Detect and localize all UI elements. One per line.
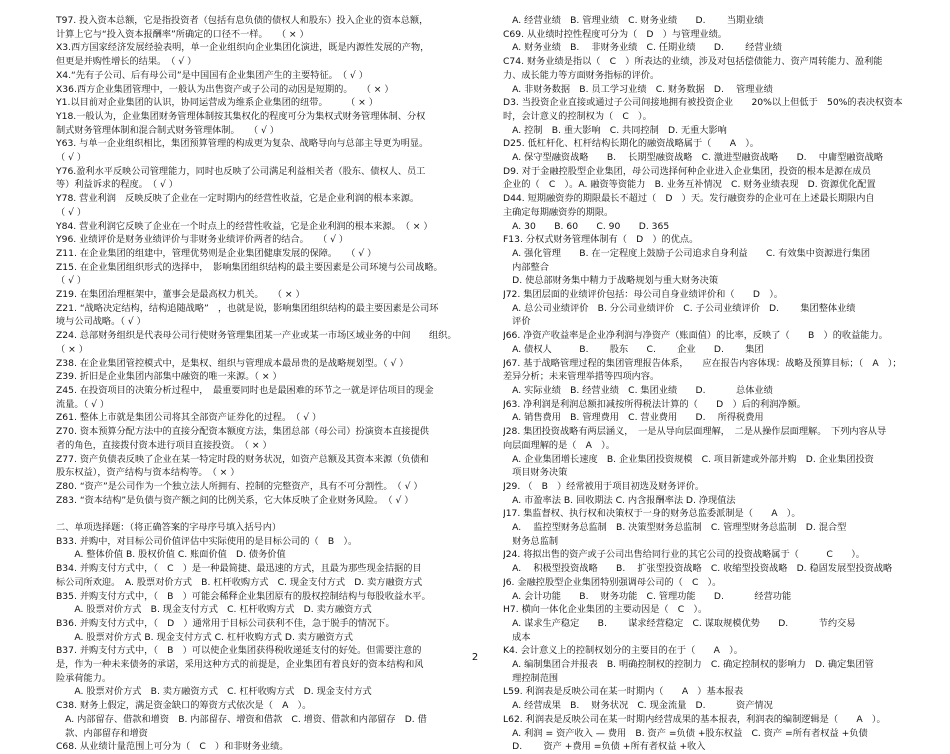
text-line: 者的角色，直接拨付资本进行项目直接投资。 （ × ） [56,439,272,451]
text-line: 险承荷能力。 [56,672,112,684]
text-line: C69. 从业绩时控性程度可分为（ D ）与管理业绩。 [503,28,727,40]
text-line: J28. 集团投资战略有两层涵义， 一是从导向层面理解， 二是从操作层面理解。 下列内容从导 [503,426,887,438]
text-line: X36.西方企业集团管理中，一般认为出售资产或子公司的动因是短期的。 （ × ） [56,83,394,95]
text-line: F13. 分权式财务管理体制有（ D ）的优点。 [503,234,699,246]
text-line: Y84. 营业利润它反映了企业在一个时点上的经营性收益，它是企业利润的根本来源。 （ × ） [56,220,433,232]
text-line: A. 非财务数据 B. 员工学习业绩 C. 财务数据 D. 管理业绩 [503,83,773,95]
text-line: 款、内部留存和增资 [56,727,148,739]
text-line: A. 实际业绩 B. 经营业绩 C. 集团业绩 D. 总体业绩 [503,384,773,396]
text-line: （ × ） [56,343,88,355]
text-line: Z11. 在企业集团的组建中，管理优势则是企业集团健康发展的保障。 （ √ ） [56,247,377,259]
text-line: L59. 利润表是反映公司在某一时期内（ A ）基本报表 [503,686,744,698]
text-line: A. 企业集团增长速度 B. 企业集团投资规模 C. 项目新建或外部并购 D. 企业集团投资 [503,453,874,465]
text-line: A. 30 B. 60 C. 90 D. 365 [503,220,670,232]
text-line: Y78. 营业利润 反映反映了企业在一定时期内的经营性收益，它是企业利润的根本来源。 [56,193,420,205]
text-line: 理控制范围 [503,672,559,684]
text-line: C74. 财务业绩是指以（ C ）所表达的业绩，涉及对包括偿债能力、资产周转能力、盈利能 [503,56,883,68]
text-line: Z61. 整体上市就是集团公司将其全部资产证券化的过程。 （ √ ） [56,412,322,424]
text-line: 内部整合 [503,261,549,273]
text-line: 计算上它与“投入资本报酬率”所确定的口径不一样。 （ × ） [56,28,309,40]
text-line: Y96. 业绩评价是财务业绩评价与非财务业绩评价两者的结合。 （ √ ） [56,234,349,246]
text-line: Y63. 与单一企业组织相比，集团预算管理的构成更为复杂、战略导向与总部主导更为明显。 [56,138,429,150]
text-line: A. 市盈率法 B. 回收期法 C. 内含报酬率法 D. 净现值法 [503,494,736,506]
text-line: （ √ ） [56,152,87,164]
page-number: 2 [471,652,479,663]
left-column [56,14,476,754]
text-line: J66. 净资产收益率是企业净利润与净资产（账面值）的比率，反映了（ B ）的收益能力。 [503,330,888,342]
text-line: Z38. 在企业集团管控模式中，是集权、组织与管理成本最昂贵的是战略规划型。（ √ ） [56,357,409,369]
text-line: 标公司所欢迎。 A. 股票对价方式 B. 杠杆收购方式 C. 现金支付方式 D. 卖方融资方式 [56,576,423,588]
text-line: K4. 会计意义上的控制权划分的主要目的在于（ A ）。 [503,645,743,657]
text-line: A. 销售费用 B. 管理费用 C. 营业费用 D. 所得税费用 [503,412,764,424]
text-line: （ √ ） [56,275,87,287]
text-line: A. 编制集团合并报表 B. 明确控制权的控制力 C. 确定控制权的影响力 D. 确定集团管 [503,659,874,671]
text-line: A. 监控型财务总监制 B. 决策型财务总监制 C. 管理型财务总监制 D. 混合型 [503,522,847,534]
text-line: D3. 当投资企业直接或通过子公司间接地拥有被投资企业 20%以上但低于 50%的表决权资本 [503,97,903,109]
text-line: 时，会计意义的控制权为（ C ）。 [503,110,652,122]
text-line: D44. 短期融资券的期限最长不超过（ D ）天。发行融资券的企业可在上述最长期限内自 [503,193,875,205]
right-column [503,14,903,754]
text-line: Z24. 总部财务组织是代表母公司行使财务管理集团某一产业或某一市场区域业务的中间 组织。 [56,330,457,342]
text-line: Y76.盈利水平反映公司管理能力，同时也反映了公司满足利益相关者（股东、债权人、员工 [56,165,426,177]
text-line: L62. 利润表是反映公司在某一时期内经营成果的基本报表，利润表的编制逻辑是（ A ）。 [503,713,886,725]
text-line: J6. 金融控股型企业集团特别强调母公司的（ C ）。 [503,576,722,588]
text-line: A. 股票对价方式 B. 现金支付方式 C. 杠杆收购方式 D. 卖方融资方式 [56,604,372,616]
text-line: B33. 并购中，对目标公司价值评估中实际使用的是目标公司的（ B ）。 [56,535,358,547]
text-line: Y1.以目前对企业集团的认识，协同运营成为维系企业集团的纽带。 （ × ） [56,97,378,109]
text-line: 力、成长能力等方面财务指标的评价。 [503,69,660,81]
text-line: A. 经营成果 B. 财务状况 C. 现金流量 D. 资产情况 [503,700,773,712]
text-line: X3.西方国家经济发展经验表明，单一企业组织向企业集团化演进，既是内源性发展的产物， [56,42,430,54]
text-line: D9. 对于金融控股型企业集团，母公司选择何种企业进入企业集团，投资的根本是源在成员 [503,165,871,177]
text-line: 等）利益诉求的程度。 （ √ ） [56,179,178,191]
text-line: 股东权益），资产结构与资本结构等。 （ × ） [56,467,240,479]
text-line: 是，作为一种未来债务的承诺，采用这种方式的前提是，企业集团有着良好的资本结构和风 [56,659,424,671]
text-line: 向层面理解的是（ A ）。 [503,439,615,451]
text-line: Z83. “资本结构”是负债与资产额之间的比例关系，它大体反映了企业财务风险。 （ √ ） [56,494,414,506]
text-line: J24. 将拟出售的资产或子公司出售给同行业的其它公司的投资战略属于（ C ）。 [503,549,865,561]
text-line: 二、单项选择题：（将正确答案的字母序号填入括号内） [56,522,282,534]
text-line: J63. 净利润是利润总额扣减按所得税法计算的（ D ）后的利润净额。 [503,398,806,410]
text-line: J67. 基于战略管理过程的集团管理报告体系， 应在报告内容体现：战略及预算目标；（ A ）； [503,357,902,369]
text-line: D25. 低杠杆化、杠杆结构长期化的融资战略属于（ A ）。 [503,138,759,150]
text-line: Z80. “资产”是公司作为一个独立法人所拥有、控制的完整资产，具有不可分割性。 （ √ ） [56,480,423,492]
text-line: A. 利润 = 资产收入 — 费用 B. 资产 =负债 +股东权益 C. 资产 =所有者权益 +负债 [503,727,868,739]
text-line: 企业的（ C ）。A. 融资等资能力 B. 业务互补情况 C. 财务业绩表现 D. 资源优化配置 [503,179,876,191]
text-line: C68. 从业绩计量范围上可分为（ C ）和非财务业绩。 [56,741,289,753]
text-line: A. 控制 B. 重大影响 C. 共同控制 D. 无重大影响 [503,124,727,136]
text-line: Z15. 在企业集团组织形式的选择中， 影响集团组织结构的最主要因素是公司环境与公司战略。 [56,261,443,273]
text-line: T97. 投入资本总额，它是指投资者（包括有息负债的债权人和股东）投入企业的资本总额， [56,15,429,26]
text-line: B35. 并购支付方式中，（ B ）可能会稀释企业集团原有的股权控制结构与每股收益水平。 [56,590,431,602]
text-line: 制式财务管理体制和混合制式财务管理体制。 （ √ ） [56,124,279,136]
text-line: 成本 [503,631,531,643]
text-line: H7. 横向一体化企业集团的主要动因是（ C ）。 [503,604,708,616]
text-line: 流量。（ √ ） [56,398,110,410]
text-line: C38. 财务上假定，满足资金缺口的筹资方式依次是（ A ）。 [56,700,312,712]
text-line: Z21. “战略决定结构，结构追随战略” ，也就是说，影响集团组织结构的最主要因素是公司环 [56,302,439,314]
text-line: A. 股票对价方式 B. 现金支付方式 C. 杠杆收购方式 D. 卖方融资方式 [56,631,353,643]
text-line: 评价 [503,316,531,328]
text-line: Z19. 在集团治理框架中，董事会是最高权力机关。 （ × ） [56,289,305,301]
text-line: J17. 集监督权、执行权和决策权于一身的财务总监委派制是（ A ）。 [503,508,801,520]
text-line [56,507,476,521]
text-line: B34. 并购支付方式中，（ C ）是一种最简捷、最迅速的方式，且最为那些现金拮据的目 [56,563,422,575]
text-line: （ √ ） [56,206,87,218]
text-line: Z77. 资产负债表反映了企业在某一特定时段的财务状况，如资产总额及其资本来源（负债和 [56,453,429,465]
text-line: A. 积极型投资战略 B. 扩张型投资战略 C. 收缩型投资战略 D. 稳固发展型投资战略 [503,563,893,575]
text-line: B37. 并购支付方式中，（ B ）可以使企业集团获得税收递延支付的好处。但需要注意的 [56,645,422,657]
text-line: A. 财务业绩 B. 非财务业绩 C. 任期业绩 D. 经营业绩 [503,42,782,54]
text-line: A. 整体价值 B. 股权价值 C. 账面价值 D. 债务价值 [56,549,286,561]
text-line: Z39. 折旧是企业集团内部集中融资的唯一来源。（ × ） [56,371,282,383]
text-line: 项目财务决策 [503,467,568,479]
text-line: A. 经营业绩 B. 管理业绩 C. 财务业绩 D. 当期业绩 [503,15,764,26]
text-line: A. 会计功能 B. 财务功能 C. 管理功能 D. 经营功能 [503,590,792,602]
text-line: 但更是并购性增长的结果。 （ √ ） [56,56,197,68]
text-line: 财务总监制 [503,535,559,547]
text-line: Z45. 在投资项目的决策分析过程中， 最重要同时也是最困难的环节之一就是评估项目的现金 [56,384,434,396]
text-line: A. 股票对价方式 B. 卖方融资方式 C. 杠杆收购方式 D. 现金支付方式 [56,686,372,698]
text-line: A. 强化管理 B. 在一定程度上鼓励子公司追求自身利益 C. 有效集中资源进行集团 [503,247,871,259]
text-line: Y18.一般认为，企业集团财务管理体制按其集权化的程度可分为集权式财务管理体制、分权 [56,110,426,122]
text-line: A. 谋求生产稳定 B. 谋求经营稳定 C. 谋取规模优势 D. 节约交易 [503,617,856,629]
text-line: A. 总公司业绩评价 B. 分公司业绩评价 C. 子公司业绩评价 D. 集团整体业绩 [503,302,856,314]
text-line: J29. （ B ）经常被用于项目初选及财务评价。 [503,480,705,492]
text-line: 差异分析；未来管理举措等四项内容。 [503,371,660,383]
text-line: D. 资产 +费用 =负债 +所有者权益 +收入 [503,741,706,753]
text-line: A. 内部留存、借款和增资 B. 内部留存、增资和借款 C. 增资、借款和内部留存 D. 借 [56,713,427,725]
text-line: J72. 集团层面的业绩评价包括：母公司自身业绩评价和（ D ）。 [503,289,783,301]
text-line: 主确定每期融资券的期限。 [503,206,614,218]
text-line: Z70. 资本预算分配方法中的直接分配资本额度方法，集团总部（母公司）扮演资本直接提供 [56,426,429,438]
text-line: B36. 并购支付方式中，（ D ）通常用于目标公司获利不佳，急于脱手的情况下。 [56,617,395,629]
text-line: X4.“先有子公司、后有母公司”是中国国有企业集团产生的主要特征。 （ √ ） [56,69,368,81]
text-line: D. 使总部财务集中精力于战略规划与重大财务决策 [503,275,719,287]
text-line: A. 保守型融资战略 B. 长期型融资战略 C. 激进型融资战略 D. 中庸型融资战略 [503,152,884,164]
text-line: A. 债权人 B. 股东 C. 企业 D. 集团 [503,343,764,355]
text-line: 境与公司战略。（ √ ） [56,316,146,328]
